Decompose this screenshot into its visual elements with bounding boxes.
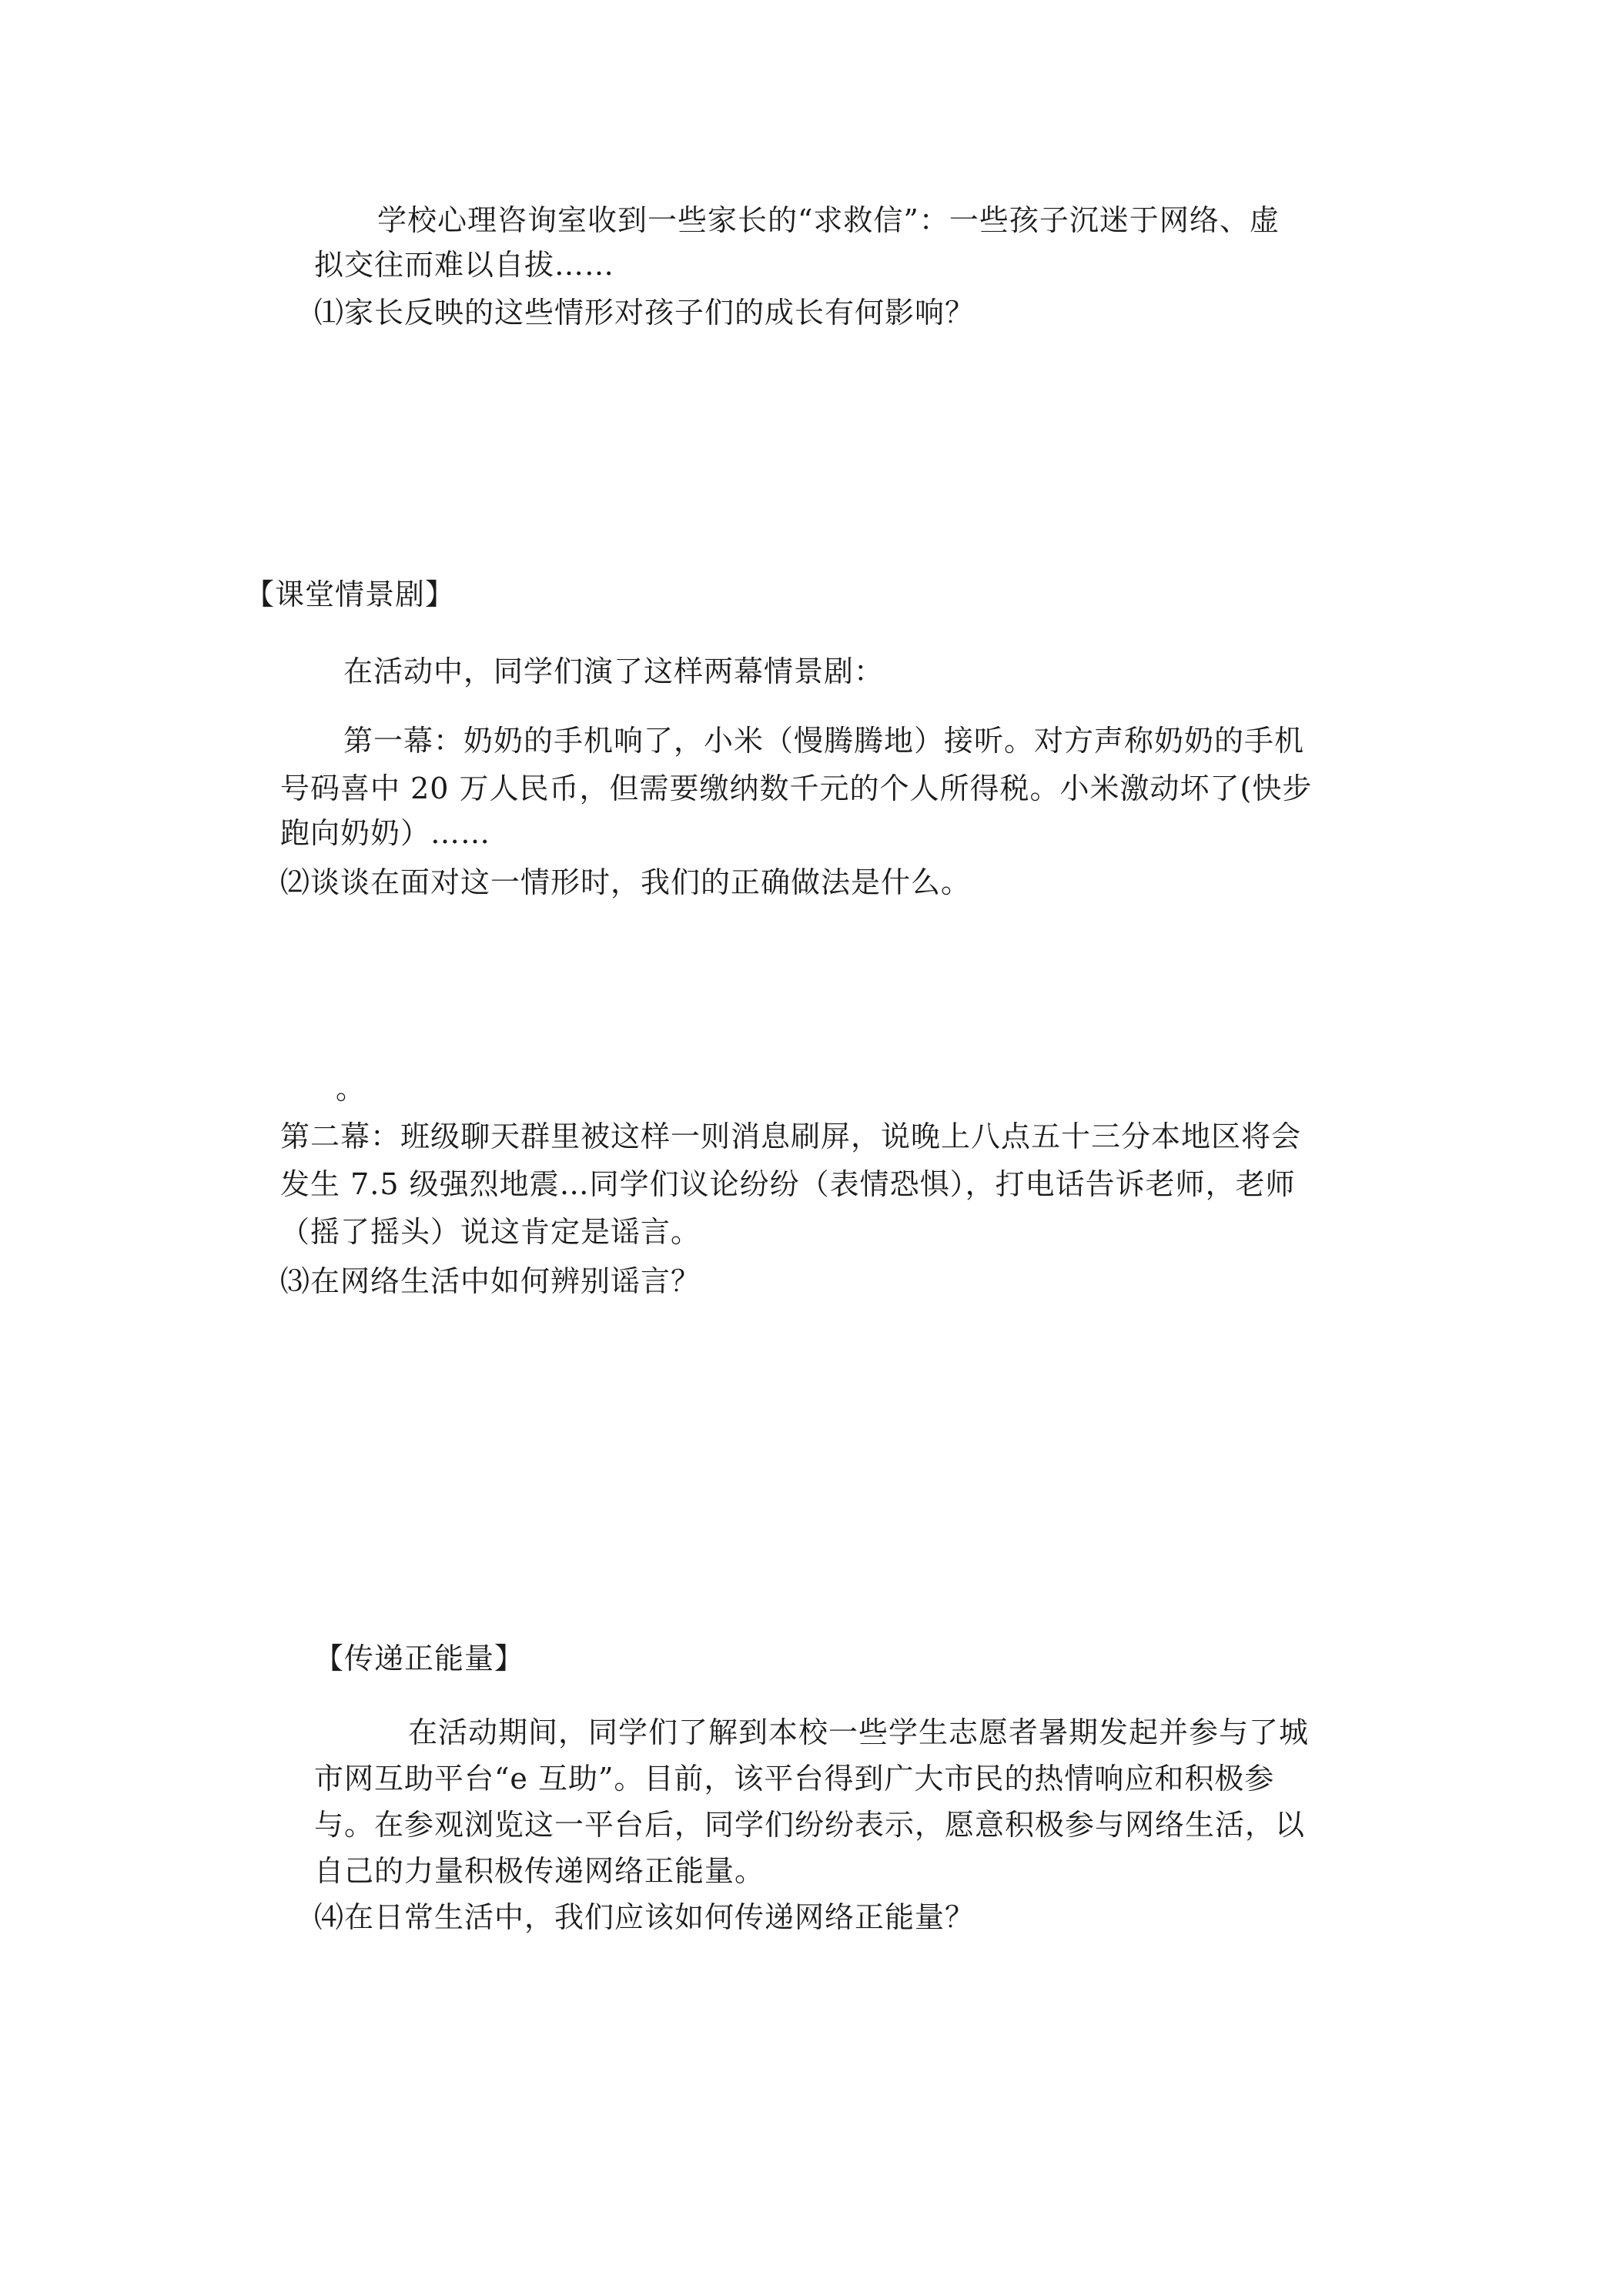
section-heading-classroom-drama: 【课堂情景剧】 bbox=[245, 577, 456, 611]
scene-1-line-3: 跑向奶奶）…… bbox=[280, 816, 491, 850]
question-2: ⑵谈谈在面对这一情形时，我们的正确做法是什么。 bbox=[280, 865, 972, 899]
scene-2-line-2: 发生 7.5 级强烈地震…同学们议论纷纷（表情恐惧），打电话告诉老师，老师 bbox=[280, 1167, 1296, 1201]
scene-1-line-1: 第一幕：奶奶的手机响了，小米（慢腾腾地）接听。对方声称奶奶的手机 bbox=[343, 724, 1305, 758]
positive-energy-line-1: 在活动期间，同学们了解到本校一些学生志愿者暑期发起并参与了城 bbox=[408, 1715, 1310, 1749]
positive-energy-line-4: 自己的力量积极传递网络正能量。 bbox=[314, 1854, 765, 1888]
scene-2-line-3: （摇了摇头）说这肯定是谣言。 bbox=[280, 1215, 701, 1249]
intro-line-2: 拟交往而难以自拔…… bbox=[314, 248, 615, 282]
positive-energy-line-3: 与。在参观浏览这一平台后，同学们纷纷表示，愿意积极参与网络生活，以 bbox=[314, 1808, 1306, 1842]
scene-1-line-2: 号码喜中 20 万人民币，但需要缴纳数千元的个人所得税。小米激动坏了(快步 bbox=[280, 771, 1313, 805]
question-4: ⑷在日常生活中，我们应该如何传递网络正能量？ bbox=[314, 1900, 975, 1934]
question-1: ⑴家长反映的这些情形对孩子们的成长有何影响？ bbox=[314, 296, 975, 330]
stray-mark: 。 bbox=[336, 1072, 366, 1106]
section-heading-positive-energy: 【传递正能量】 bbox=[314, 1642, 525, 1675]
drama-lead: 在活动中，同学们演了这样两幕情景剧： bbox=[343, 654, 885, 688]
scene-2-line-1: 第二幕：班级聊天群里被这样一则消息刷屏，说晚上八点五十三分本地区将会 bbox=[280, 1120, 1302, 1153]
intro-line-1: 学校心理咨询室收到一些家长的“求救信”：一些孩子沉迷于网络、虚 bbox=[377, 203, 1280, 237]
positive-energy-line-2: 市网互助平台“e 互助”。目前，该平台得到广大市民的热情响应和积极参 bbox=[314, 1762, 1275, 1796]
question-3: ⑶在网络生活中如何辨别谣言？ bbox=[280, 1264, 701, 1298]
